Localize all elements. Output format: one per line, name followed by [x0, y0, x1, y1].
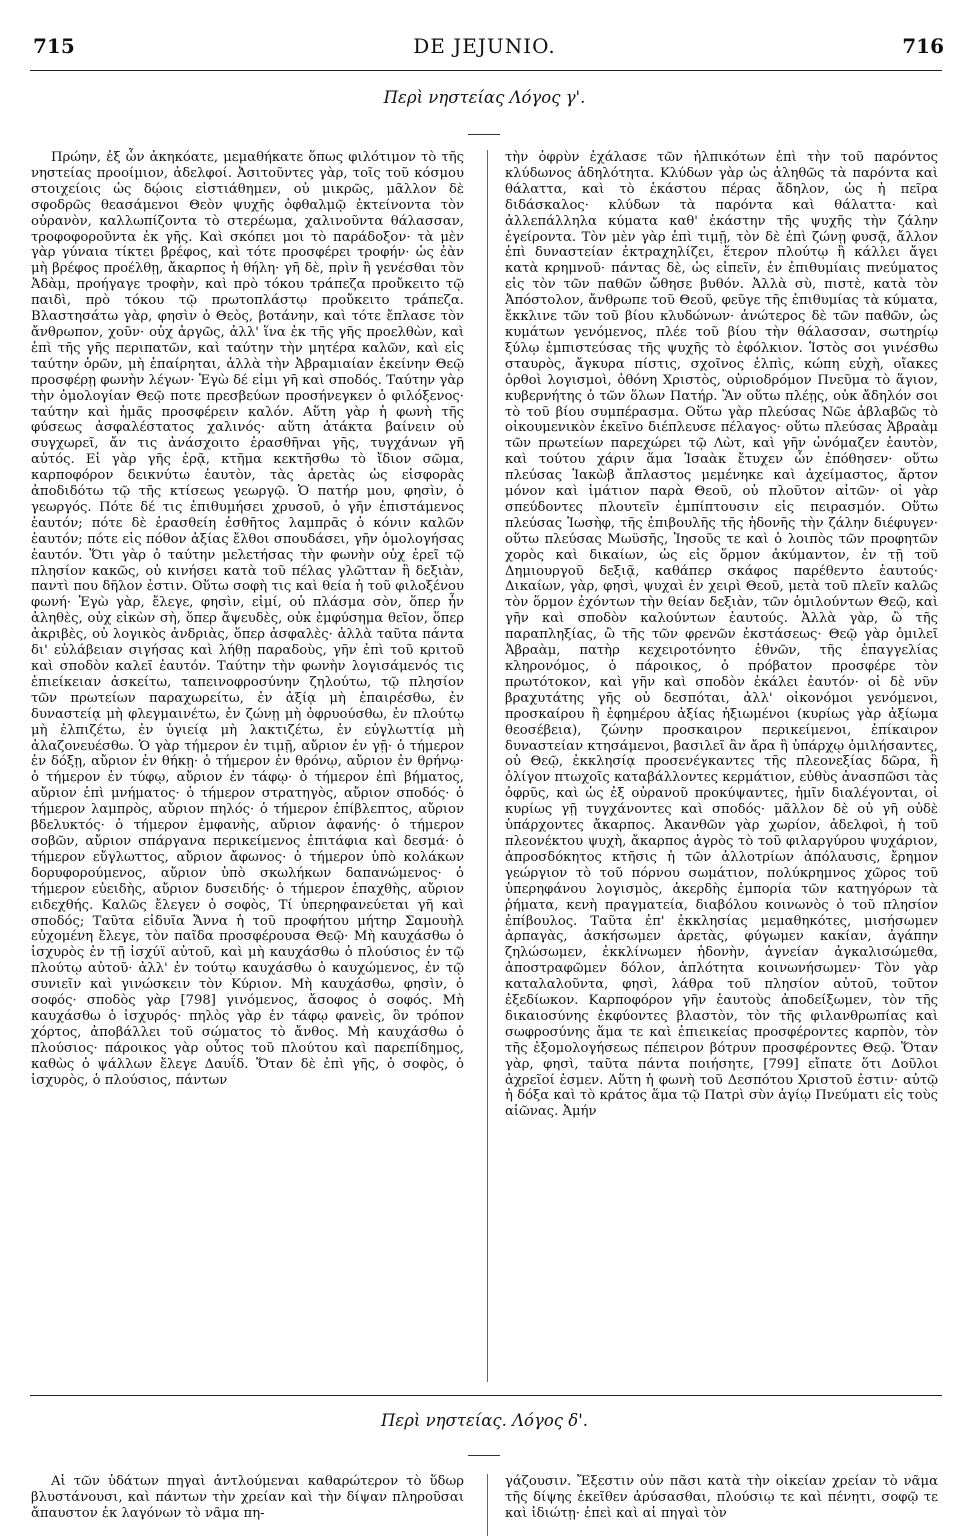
header-rule — [30, 70, 942, 71]
column-divider — [487, 150, 488, 1382]
sermon-3-right-column — [505, 150, 938, 1120]
page-number-right: 716 — [902, 34, 944, 58]
sermon-4-title: Περὶ νηστείας. Λόγος δ'. — [380, 1411, 588, 1430]
sermon-3-left-text: Πρώην, ἐξ ὧν ἀκηκόατε, μεμαθήκατε ὅπως φιλότιμον τὸ τῆς νηστείας προοίμιον, ἀδελφοί. Ἀσιτοῦντες γὰρ, τοῖς τοῦ κόσμου στοιχείοις ὡς δῴοις εἰστιάθημεν, οὐ μικρῶς, μᾶλλον δὲ σφοδρῶς θεασάμενοι Θεὸν ψυχῆς ὀφθαλμῷ ἐκτείνοντα τὸν οὐρανὸν, καλλωπίζοντα τὸ στερέωμα, χαλινοῦντα θάλασσαν, τροφοφοροῦντα ἐκ γῆς. Καὶ σκόπει μοι τὸ παράδοξον· τὰ μὲν γὰρ γύναια τίκτει βρέφος, καὶ τότε προσφέρει τροφήν· ὡς ἐὰν μὴ βρέφος προέλθῃ, ἄκαρπος ἡ θήλη· γῆ δὲ, πρὶν ἢ γενέσθαι τὸν Ἀδὰμ, προήγαγε τροφὴν, καὶ πρὸ τόκου τράπεζα προὔκειτο τῷ παιδὶ, πρὸ τόκου τῷ πρωτοπλάστῳ προὔκειτο τράπεζα. Βλαστησάτω γὰρ, φησὶν ὁ Θεὸς, βοτάνην, καὶ τότε ἔπλασε τὸν ἄνθρωπον, χοῦν· οὐχ ἀργῶς, ἀλλ' ἵνα ἐκ τῆς γῆς προελθὼν, καὶ ἐπὶ τῆς γῆς περιπατῶν, καὶ ταύτην τὴν μητέρα καλῶν, καὶ εἰς ταύτην ὁρῶν, μὴ ἐπαίρηται, ἀλλὰ τὴν Ἀβραμιαίαν ἐκείνην Θεῷ προσφέρῃ φωνὴν λέγων· Ἐγὼ δέ εἰμι γῆ καὶ σποδός. Ταύτην γὰρ τὴν ὁμολογίαν Θεῷ ποτε πρεσβεύων προσήνεγκεν ὁ φιλόξενος· ταύτην καὶ ἡμᾶς προσφέρειν καλόν. Αὕτη γὰρ ἡ φωνὴ τῆς φύσεως ἀσφαλέστατος χαλινός· αὕτη ἀτάκτα βαίνειν οὐ συγχωρεῖ, ἄν τις ἀνάσχοιτο ἐρασθῆναι γῆς, τυγχάνων γῆ αὐτός. Εἰ γὰρ γῆς ἐρᾷ, κτῆμα κεκτῆσθω τὸ ἴδιον σῶμα, καρποφόρον δεικνύτω ἑαυτὸν, τὰς ἀρετὰς ὡς εἰσφορὰς ἀποδιδότω τῷ τῆς κτίσεως γεωργῷ. Ὁ πατήρ μου, φησὶν, ὁ γεωργός. Πότε δέ τις ἐπιθυμήσει χρυσοῦ, ὁ γῆν ἐπιστάμενος ἑαυτόν; πότε δὲ ἐρασθείη ἐσθῆτος λαμπρᾶς ὁ κόνιν καλῶν ἑαυτόν; πότε εἰς πόθον ἀξίας ἔλθοι σπουδάσει, γῆν ὁμολογήσας ἑαυτόν. Ὅτι γὰρ ὁ ταύτην μελετήσας τὴν φωνὴν οὐχ ἐρεῖ τῷ πλησίον κακῶς, οὐ κινήσει κατὰ τοῦ πέλας γλῶτταν ἢ δεξιὰν, παντὶ που δῆλον ἐστιν. Οὕτω σοφὴ τις καὶ θεία ἡ τοῦ φιλοξένου φωνή· Ἐγὼ γὰρ, ἔλεγε, φησὶν, εἰμί, οὐ πλάσμα σὸν, ὅπερ ἦν ἀληθὲς, οὐχ εἰκὼν σὴ, ὅπερ ἄψευδὲς, οὐκ ἐμφύσημα θεῖον, ὅπερ ἀκριβὲς, οὐ λογικὸς ἀνδριὰς, ὅπερ ἀσφαλὲς· ἀλλὰ ταῦτα πάντα δι' εὐλάβειαν σιγήσας καὶ λήθῃ παραδοὺς, γῆν ἐπὶ τοῦ κριτοῦ καὶ σποδὸν καλεῖ ἑαυτόν. Ταύτην τὴν φωνὴν λογισάμενός τις ἐπιείκειαν ἀσκείτω, ταπεινοφροσύνην ζηλούτω, τῷ πλησίον τῶν πρωτείων παραχωρείτω, ἐν ἀξίᾳ μὴ ἐπαιρέσθω, ἐν δυναστείᾳ μὴ φλεγμαινέτω, ἐν ζώνῃ μὴ ὀφρυούσθω, ἐν πλούτῳ μὴ ἐλπιζέτω, ἐν ὑγιείᾳ μὴ λακτιζέτω, ἐν εὐγλωττίᾳ μὴ ἀλαζονευέσθω. Ὁ γὰρ τήμερον ἐν τιμῇ, αὔριον ἐν γῇ· ὁ τήμερον ἐν δόξῃ, αὔριον ἐν θήκῃ· ὁ τήμερον ἐν θρόνῳ, αὔριον ἐν θρήνῳ· ὁ τήμερον ἐν τύφῳ, αὔριον ἐν τάφῳ· ὁ τήμερον ἐπὶ βήματος, αὔριον ἐπὶ μνήματος· ὁ τήμερον στρατηγὸς, αὔριον σποδός· ὁ τήμερον λαμπρὸς, αὔριον πηλός· ὁ τήμερον ἐπίβλεπτος, αὔριον βδελυκτός· ὁ τήμερον ἐμφανὴς, αὔριον ἀφανής· ὁ τήμερον σοβῶν, αὔριον σπάργανα περικείμενος ἐπιτάφια καὶ δεσμά· ὁ τήμερον εὔγλωττος, αὔριον ἄφωνος· ὁ τήμερον ὑπὸ κολάκων δορυφορούμενος, αὔριον ὑπὸ σκωλήκων δαπανώμενος· ὁ τήμερον εὐειδὴς, αὔριον δυσειδής· ὁ τήμερον ἐπαχθὴς, αὔριον ειδεχθής. Καλῶς ἔλεγεν ὁ σοφὸς, Τί ὑπερηφανεύεται γῆ καὶ σποδός; Ταῦτα εἰδυῖα Ἄννα ἡ τοῦ προφήτου μήτηρ Σαμουὴλ εὐχομένη ἔλεγε, τὸν παῖδα προσφέρουσα Θεῷ· Μὴ καυχάσθω ὁ ἰσχυρὸς ἐν τῇ ἰσχύϊ αὐτοῦ, καὶ μὴ καυχάσθω ὁ πλούσιος ἐν τῷ πλούτῳ αὐτοῦ· ἀλλ' ἐν τούτῳ καυχάσθω ὁ καυχώμενος, ἐν τῷ συνιεῖν καὶ γινώσκειν τὸν Κύριον. Μὴ καυχάσθω, φησὶν, ὁ σοφός· σποδὸς γὰρ [798] γινόμενος, ἄσοφος ὁ σοφός. Μὴ καυχάσθω ὁ ἰσχυρός· πηλὸς γὰρ ἐν τάφῳ φανεὶς, ὃν τρόπον χόρτος, ἀποβάλλει τοῦ σώματος τὸ ἄνθος. Μὴ καυχάσθω ὁ πλούσιος· πάροικος γὰρ οὗτος τοῦ πλούτου καὶ παρεπίδημος, καθὼς ὁ ψάλλων ἔλεγε Δαυΐδ. Ὅταν δὲ ἐπὶ γῆς, ὁ σοφὸς, ὁ ἰσχυρὸς, ὁ πλούσιος, πάντων — [31, 150, 464, 1088]
title-dash — [468, 134, 500, 135]
title-dash-2 — [468, 1455, 500, 1456]
section-rule — [30, 1395, 942, 1396]
sermon-4-left-column — [31, 1474, 464, 1536]
sermon-4-left-text: Αἱ τῶν ὑδάτων πηγαὶ ἀντλούμεναι καθαρώτερον τὸ ὕδωρ βλυστάνουσι, καὶ πάντων τὴν χρείαν καὶ τὴν δίψαν πληροῦσαι ἄπαυστον ἐκ λαγόνων τὸ νᾶμα πη- — [31, 1474, 464, 1521]
sermon-4-right-column — [505, 1474, 938, 1536]
sermon-3-left-column — [31, 150, 464, 1088]
running-title: DE JEJUNIO. — [413, 34, 556, 58]
sermon-4-right-text: γάζουσιν. Ἔξεστιν οὖν πᾶσι κατὰ τὴν οἰκείαν χρείαν τὸ νᾶμα τῆς δίψης ἐκεῖθεν ἀρύσασθαι, πλούσιῳ τε καὶ πένητι, σοφῷ τε καὶ ἰδιώτῃ· ἐπεὶ καὶ αἱ πηγαὶ τὸν — [505, 1474, 938, 1521]
page-number-left: 715 — [33, 34, 75, 58]
sermon-3-right-text: τὴν ὀφρὺν ἐχάλασε τῶν ἠλπικότων ἐπὶ τὴν τοῦ παρόντος κλύδωνος ἀδηλότητα. Κλύδων γὰρ ὡς ἀληθῶς τὰ παρόντα καὶ θάλαττα, καὶ τὸ ἑκάστου πέρας ἄδηλον, ὡς ἡ πεῖρα διδάσκαλος· κλύδων τὰ παρόντα καὶ θάλαττα· καὶ ἀλλεπάλληλα κύματα καθ' ἑκάστην τῆς ψυχῆς τὴν ζάλην ἐγείροντα. Τὸν μὲν γὰρ ἐπὶ τιμῇ, τὸν δὲ ἐπὶ ζώνῃ φυσᾷ, ἄλλον ἐπὶ δυναστείαν ἐκτραχηλίζει, ἕτερον πλούτῳ ἢ κάλλει ἄγει κατὰ κρημνοῦ· πάντας δὲ, ὡς εἰπεῖν, ἐν ἐπιθυμίαις πνεύματος εἰς τὸν τῶν παθῶν ὤθησε βυθόν. Ἀλλὰ σὺ, πιστὲ, κατὰ τὸν Ἀπόστολον, ἄνθρωπε τοῦ Θεοῦ, φεῦγε τῆς ἐπιθυμίας τὰ κύματα, ἔκκλινε τῶν τοῦ βίου κλυδώνων· ἀνώτερος δὲ τῶν παθῶν, ὡς κυμάτων γενόμενος, πλέε τοῦ βίου τὴν θάλασσαν, σωτηρίῳ ξύλῳ ἐμπιστεύσας τῆς ψυχῆς τὸ ἐφόλκιον. Ἱστὸς σοι γινέσθω σταυρὸς, ἄγκυρα πίστις, σχοῖνος ἐλπὶς, κώπη εὐχὴ, οἴακες ὀρθοὶ λογισμοὶ, ὀθόνη Χριστὸς, οὐριοδρόμον Πνεῦμα τὸ ἅγιον, κυβερνήτης ὁ τῶν ὅλων Πατήρ. Ἂν οὕτω πλέῃς, οὐκ ἄδηλόν σοι τὸ τοῦ βίου συμπέρασμα. Οὕτω γὰρ πλεύσας Νῶε ἀβλαβῶς τὸ οἰκουμενικὸν ἐκεῖνο διέπλευσε πέλαγος· οὕτω πλεύσας Ἀβραὰμ τῶν πρωτείων παρεχώρει τῷ Λὼτ, καὶ γῆν ὠνόμαζεν ἑαυτὸν, καὶ τούτου χάριν ἅμα Ἰσαὰκ ἔτυχεν ὧν ἐπόθησεν· οὕτω πλεύσας Ἰακὼβ ἄπλαστος μεμένηκε καὶ ἀχείμαστος, ἄρτον μόνον καὶ ἱμάτιον παρὰ Θεοῦ, οὐ πλοῦτον αἰτῶν· οἱ γὰρ σπεύδοντες πλουτεῖν ἐμπίπτουσιν εἰς πειρασμόν. Οὕτω πλεύσας Ἰωσὴφ, τῆς ἐπιβουλῆς τῆς ἡδονῆς τὴν ζάλην διέφυγεν· οὕτω πλεύσας Μωϋσῆς, Ἰησοῦς τε καὶ ὁ λοιπὸς τῶν προφητῶν χορὸς καὶ δικαίων, ὡς εἰς ὅρμον ἀκύμαντον, ἐν τῇ τοῦ Δημιουργοῦ δεξιᾷ, καθάπερ σκάφος παρέθεντο ἑαυτούς· Δικαίων, γὰρ, φησὶ, ψυχαὶ ἐν χειρὶ Θεοῦ, μετὰ τοῦ πλεῖν καλῶς τὸν ὅρμον ἐχόντων τὴν θείαν δεξιὰν, τῶν ὁμιλούντων Θεῷ, καὶ γῆν καὶ σποδὸν καλούντων ἑαυτούς. Ἀλλὰ γὰρ, ὢ τῆς παραπληξίας, ὢ τῆς τῶν φρενῶν ἐκστάσεως· Θεῷ γὰρ ὁμιλεῖ Ἀβραὰμ, πατὴρ κεχειροτόνητο ἐθνῶν, τῆς ἐπαγγελίας κληρονόμος, ὁ πάροικος, ὁ πρόβατον προσφέρε τὸν πρωτότοκον, καὶ γῆν καὶ σποδὸν ἐκάλει ἑαυτόν· οἱ δὲ νῦν βραχυτάτης γῆς οὐ δεσπόται, ἀλλ' οἰκονόμοι γενόμενοι, προσκαίρου ἢ ἐφημέρου ἀξίας ἠξιωμένοι (κυρίως γὰρ ἀξίωμα θεοσέβεια), ζώνην προσκαιρον περικείμενοι, ἐπίκαιρον δυναστείαν κτησάμενοι, βασιλεῖ ἂν ἄρα ἢ ὑπάρχῳ ὁμιλήσαντες, οὐ Θεῷ, ἐκκλησίᾳ προσενέγκαντες τῆς πλεονεξίας δῶρα, ἢ ὀλίγον πτωχοῖς καταβάλλοντες κερμάτιον, εὐθὺς ἀνασπῶσι τὰς ὀφρῦς, καὶ ὡς ἐξ οὐρανοῦ προκύψαντες, ἡμῖν διαλέγονται, οἱ κυρίως γῇ τυγχάνοντες καὶ σποδός· μᾶλλον δὲ οὐ γῆ οὐδὲ ὑπάρχοντες ἄκαρπος. Ἀκανθῶν γὰρ χωρίον, ἀδελφοὶ, ἡ τοῦ πλεονέκτου ψυχὴ, ἄκαρπος ἀγρὸς τὸ τοῦ φιλαργύρου ψυχάριον, ἀπροσδόκητος κτῆσις ἡ τῶν ἀλλοτρίων ἀπόλαυσις, ἔρημον γεώργιον τὸ τοῦ πόρνου σωμάτιον, πολύκρημνος χῶρος τοῦ ὑπερηφάνου λογισμὸς, ἀκερδὴς ἐμπορία τῶν κατηγόρων τὰ ῥήματα, κενὴ πραγματεία, διαβόλου κοινωνὸς ὁ τοῦ πλησίον ἐπίβουλος. Ταῦτα ἐπ' ἐκκλησίας μεμαθηκότες, μισήσωμεν ἁρπαγὰς, ἀσκήσωμεν ἀρετὰς, φύγωμεν κακίαν, ἀγάπην ζηλώσωμεν, ἐκκλίνωμεν ἡδονὴν, ἁγνείαν ἀγκαλισώμεθα, ἀποστραφῶμεν δόλον, ἁπλότητα κοινωνήσωμεν· Τὸν γὰρ καταλαλοῦντα, φησὶ, λάθρα τοῦ πλησίον αὐτοῦ, τοῦτον ἐξεδίωκον. Καρποφόρον γῆν ἑαυτοὺς ἀποδείξωμεν, τὸν τῆς δικαιοσύνης ἐκφύοντες βλαστὸν, τὸν τῆς φιλανθρωπίας καὶ σωφροσύνης ἅμα τε καὶ ἐπιεικείας προσφέροντες καρπὸν, τὸν τῆς ἐξομολογήσεως πέπειρον βότρυν προσφέροντες Θεῷ. Ὅταν γὰρ, φησὶ, ταῦτα πάντα ποιήσητε, [799] εἴπατε ὅτι Δοῦλοι ἀχρεῖοί ἐσμεν. Αὕτη ἡ φωνὴ τοῦ Δεσπότου Χριστοῦ ἐστιν· αὐτῷ ἡ δόξα καὶ τὸ κράτος ἅμα τῷ Πατρὶ σὺν ἁγίῳ Πνεύματι εἰς τοὺς αἰῶνας. Ἀμήν — [505, 150, 938, 1120]
column-divider-2 — [487, 1474, 488, 1536]
page-header — [0, 26, 969, 66]
sermon-3-title: Περὶ νηστείας Λόγος γ'. — [383, 88, 586, 107]
